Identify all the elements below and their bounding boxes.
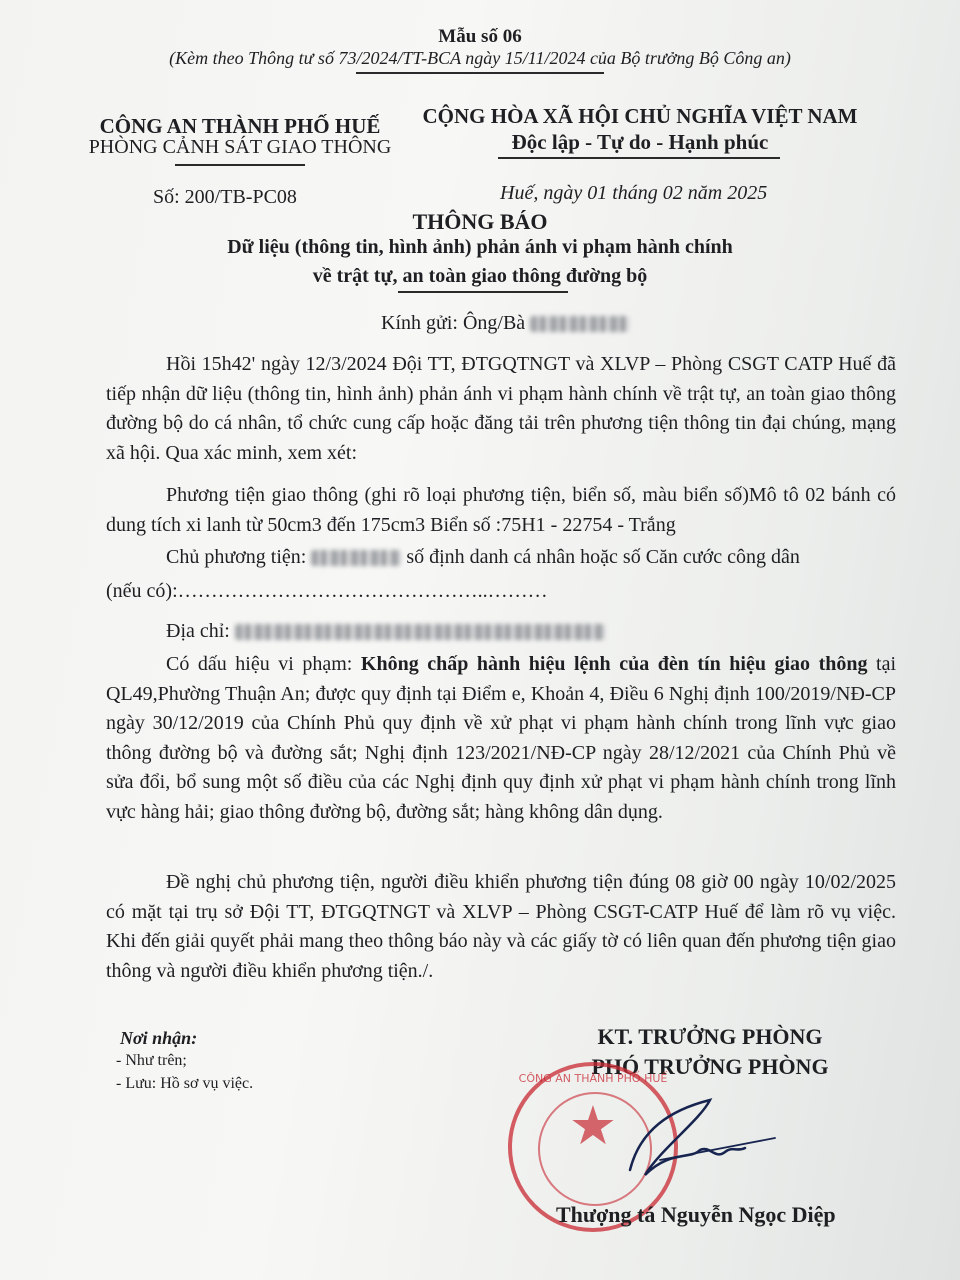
owner-line <box>166 546 800 569</box>
owner-label: Chủ phương tiện: <box>166 546 307 568</box>
redacted-address <box>235 624 605 640</box>
redacted-name <box>530 316 630 332</box>
stamp-text: CÔNG AN THÀNH PHỐ HUẾ <box>518 1072 668 1085</box>
signature-title-2: PHÓ TRƯỞNG PHÒNG <box>591 1054 829 1079</box>
document-number: Số: 200/TB-PC08 <box>153 186 297 208</box>
violation-legal-basis: tại QL49,Phường Thuận An; được quy định tại Điểm e, Khoản 4, Điều 6 Nghị định 100/2019/NĐ-CP ngày 30/12/2019 của Chính Phủ quy định về xử phạt vi phạm hành chính trong lĩnh vực giao thông đường bộ và đường sắt; Nghị định 123/2021/NĐ-CP ngày 28/12/2021 của Chính Phủ về sửa đổi, bổ sung một số điều của các Nghị định quy định xử phạt vi phạm hành chính trong lĩnh vực hàng hải; giao thông đường bộ, đường sắt; hàng không dân dụng. <box>106 653 897 823</box>
form-attached-note: (Kèm theo Thông tư số 73/2024/TT-BCA ngày 15/11/2024 của Bộ trưởng Bộ Công an) <box>169 48 791 68</box>
handwritten-signature <box>600 1090 780 1190</box>
redacted-owner <box>311 550 401 566</box>
star-emblem-icon: ★ <box>568 1094 618 1157</box>
paragraph-violation <box>106 650 896 827</box>
subtitle-line-2: về trật tự, an toàn giao thông đường bộ <box>312 265 648 287</box>
address-label: Địa chỉ: <box>166 620 230 642</box>
signature-title-1: KT. TRƯỞNG PHÒNG <box>597 1024 823 1049</box>
form-number: Mẫu số 06 <box>438 26 522 47</box>
subtitle-line-1: Dữ liệu (thông tin, hình ảnh) phản ánh vi phạm hành chính <box>227 236 733 258</box>
divider <box>498 157 780 159</box>
national-title: CỘNG HÒA XÃ HỘI CHỦ NGHĨA VIỆT NAM <box>422 104 858 128</box>
agency-name: CÔNG AN THÀNH PHỐ HUẾ <box>99 114 381 138</box>
divider <box>398 291 568 293</box>
address-line <box>166 620 605 643</box>
paragraph-vehicle: Phương tiện giao thông (ghi rõ loại phương tiện, biển số, màu biển số)Mô tô 02 bánh có dung tích xi lanh từ 50cm3 đến 175cm3 Biển số :75H1 - 22754 - Trắng <box>106 484 896 536</box>
violation-description: Không chấp hành hiệu lệnh của đèn tín hiệu giao thông <box>360 653 868 675</box>
national-motto: Độc lập - Tự do - Hạnh phúc <box>511 130 769 154</box>
page-title: THÔNG BÁO <box>412 209 548 234</box>
paragraph-request: Đề nghị chủ phương tiện, người điều khiển phương tiện đúng 08 giờ 00 ngày 10/02/2025 có mặt tại trụ sở Đội TT, ĐTGQTNGT và XLVP – Phòng CSGT-CATP Huế để làm rõ vụ việc. Khi đến giải quyết phải mang theo thông báo này và các giấy tờ có liên quan đến phương tiện giao thông và người điều khiển phương tiện./. <box>106 871 896 982</box>
owner-id-line: (nếu có):………………………………………..……… <box>106 580 548 602</box>
agency-department: PHÒNG CẢNH SÁT GIAO THÔNG <box>88 136 392 158</box>
divider <box>356 72 604 74</box>
violation-label: Có dấu hiệu vi phạm: <box>166 653 353 675</box>
recipient-label: Kính gửi: Ông/Bà <box>381 312 526 334</box>
recipients-title: Nơi nhận: <box>120 1028 198 1048</box>
divider <box>175 164 305 166</box>
owner-id-text: số định danh cá nhân hoặc số Căn cước công dân <box>406 546 800 568</box>
place-date: Huế, ngày 01 tháng 02 năm 2025 <box>500 182 768 204</box>
recipient-line <box>381 312 630 335</box>
recipients-item: - Lưu: Hồ sơ vụ việc. <box>116 1075 254 1092</box>
signer-name: Thượng tá Nguyễn Ngọc Diệp <box>556 1202 836 1227</box>
paragraph-received: Hồi 15h42' ngày 12/3/2024 Đội TT, ĐTGQTNGT và XLVP – Phòng CSGT CATP Huế đã tiếp nhận dữ liệu (thông tin, hình ảnh) phản ánh vi phạm hành chính về trật tự, an toàn giao thông đường bộ do cá nhân, tổ chức cung cấp hoặc đăng tải trên phương tiện thông tin đại chúng, mạng xã hội. Qua xác minh, xem xét: <box>106 353 896 464</box>
recipients-item: - Như trên; <box>116 1052 187 1069</box>
